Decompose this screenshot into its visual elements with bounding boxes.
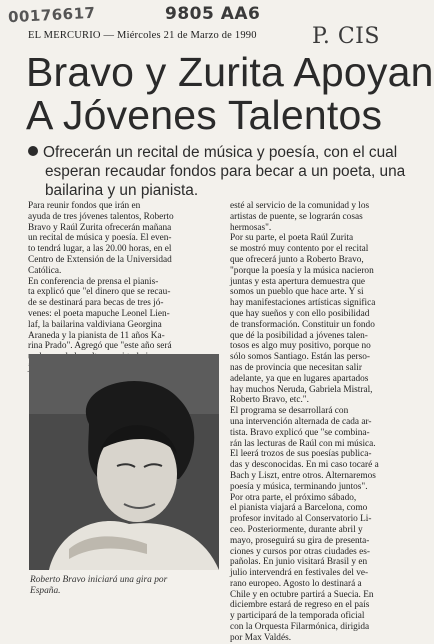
article-text-line: por Max Valdés.: [230, 632, 292, 643]
article-text-line: Bravo y Raúl Zurita ofrecerán mañana: [28, 222, 172, 233]
article-text-line: Roberto Bravo, etc.".: [230, 395, 309, 406]
article-text-line: que ofrecerá junto a Roberto Bravo,: [230, 254, 364, 265]
handwritten-archive-code: 00176617: [7, 3, 96, 27]
handwritten-mark: P. CIS: [312, 24, 380, 49]
headline-line: A Jóvenes Talentos: [26, 92, 383, 138]
article-text-line: somos un pueblo que hace arte. Y si: [230, 287, 364, 298]
article-text-line: ciones y cursos por otras ciudades es-: [230, 546, 370, 557]
deck-line: esperan recaudar fondos para becar a un poeta, una: [45, 163, 406, 180]
article-text-line: Chile y en octubre partirá a Suecia. En: [230, 589, 374, 600]
article-text-line: tosos es algo muy positivo, porque no: [230, 341, 371, 352]
article-text-line: Araneda y la pianista de 11 años Ka-: [28, 330, 165, 341]
article-text-line: "porque la poesía y la música nacieron: [230, 265, 374, 276]
article-text-line: Bach y Liszt, entre otros. Alternaremos: [230, 470, 376, 481]
article-text-line: to tendrá lugar, a las 20.00 horas, en el: [28, 244, 172, 255]
article-text-line: hay manifestaciones artísticas significa: [230, 298, 376, 309]
article-text-line: poesía y música, terminando juntos".: [230, 481, 368, 492]
article-text-line: El leerá trozos de sus poesías publica-: [230, 449, 372, 460]
article-text-line: diciembre estará de regreso en el país: [230, 600, 370, 611]
article-text-line: profesor invitado al Conservatorio Li-: [230, 514, 372, 525]
article-text-line: hermosas".: [230, 222, 272, 233]
article-text-line: se mostró muy contento por el recital: [230, 244, 369, 255]
article-text-line: una intervención alternada de cada ar-: [230, 416, 372, 427]
article-photo: [29, 354, 219, 570]
article-text-line: sólo somos Santiago. Están las perso-: [230, 352, 370, 363]
article-text-line: pañolas. En junio visitará Brasil y en: [230, 557, 368, 568]
article-text-line: nas de provincia que necesitan salir: [230, 362, 362, 373]
newspaper-dateline: EL MERCURIO — Miércoles 21 de Marzo de 1990: [28, 30, 257, 41]
article-text-line: adelante, ya que en lugares apartados: [230, 373, 369, 384]
deck-line: bailarina y un pianista.: [45, 182, 199, 199]
article-text-line: el pianista viajará a Barcelona, como: [230, 503, 368, 514]
article-text-line: rán las lecturas de Raúl con mi música.: [230, 438, 376, 449]
caption-line: Roberto Bravo iniciará una gira por: [30, 575, 168, 585]
handwritten-reference-number: 9805 AA6: [165, 4, 261, 24]
article-text-line: ayuda de tres jóvenes talentos, Roberto: [28, 211, 174, 222]
article-text-line: Por otra parte, el próximo sábado,: [230, 492, 357, 503]
caption-line: España.: [30, 586, 61, 596]
article-text-line: y participará de la temporada oficial: [230, 611, 365, 622]
photo-caption: [30, 575, 220, 597]
article-text-line: que hay sueños y con ello posibilidad: [230, 308, 370, 319]
article-text-line: hay muchos Neruda, Gabriela Mistral,: [230, 384, 373, 395]
article-column-2: [230, 201, 418, 644]
article-text-line: mayo, proseguirá su gira de presenta-: [230, 535, 370, 546]
article-column-1: [28, 201, 221, 374]
portrait-image: [29, 354, 219, 570]
article-text-line: julio intervendrá en festivales del ve-: [230, 568, 369, 579]
article-text-line: artistas de puente, se lograrán cosas: [230, 211, 363, 222]
article-text-line: Católica.: [28, 265, 62, 276]
headline-line: Bravo y Zurita Apoyan: [26, 49, 434, 95]
article-text-line: con la Orquesta Filarmónica, dirigida: [230, 622, 370, 633]
article-text-line: Por su parte, el poeta Raúl Zurita: [230, 233, 354, 244]
article-text-line: rano europeo. Agosto lo destinará a: [230, 578, 362, 589]
article-text-line: esté al servicio de la comunidad y los: [230, 201, 370, 211]
article-text-line: de transformación. Constituir un fondo: [230, 319, 375, 330]
article-text-line: rina Prado". Agregó que "este año será: [28, 341, 172, 352]
article-text-line: El programa se desarrollará con: [230, 406, 349, 417]
article-text-line: juntas y esta apertura demuestra que: [230, 276, 366, 287]
bullet-icon: [28, 146, 38, 156]
article-text-line: tista. Bravo explicó que "se combina-: [230, 427, 370, 438]
article-text-line: ta explicó que "el dinero que se recau-: [28, 287, 171, 298]
article-text-line: de se destinará para becas de tres jó-: [28, 298, 164, 309]
article-text-line: Para reunir fondos que irán en: [28, 201, 141, 211]
article-headline: [26, 49, 434, 138]
article-text-line: que dé la posibilidad a jóvenes talen-: [230, 330, 368, 341]
article-text-line: Centro de Extensión de la Universidad: [28, 254, 172, 265]
article-text-line: En conferencia de prensa el pianis-: [28, 276, 159, 287]
article-deck: [28, 143, 416, 200]
article-text-line: ceo. Posteriormente, durante abril y: [230, 524, 363, 535]
article-text-line: laf, la bailarina valdiviana Georgina: [28, 319, 162, 330]
deck-line: Ofrecerán un recital de música y poesía, con el cual: [28, 143, 416, 162]
article-text-line: das y desconocidas. En mi caso tocaré a: [230, 460, 379, 471]
article-text-line: un recital de música y poesía. El even-: [28, 233, 172, 244]
article-text-line: venes: el poeta mapuche Leonel Lien-: [28, 308, 170, 319]
